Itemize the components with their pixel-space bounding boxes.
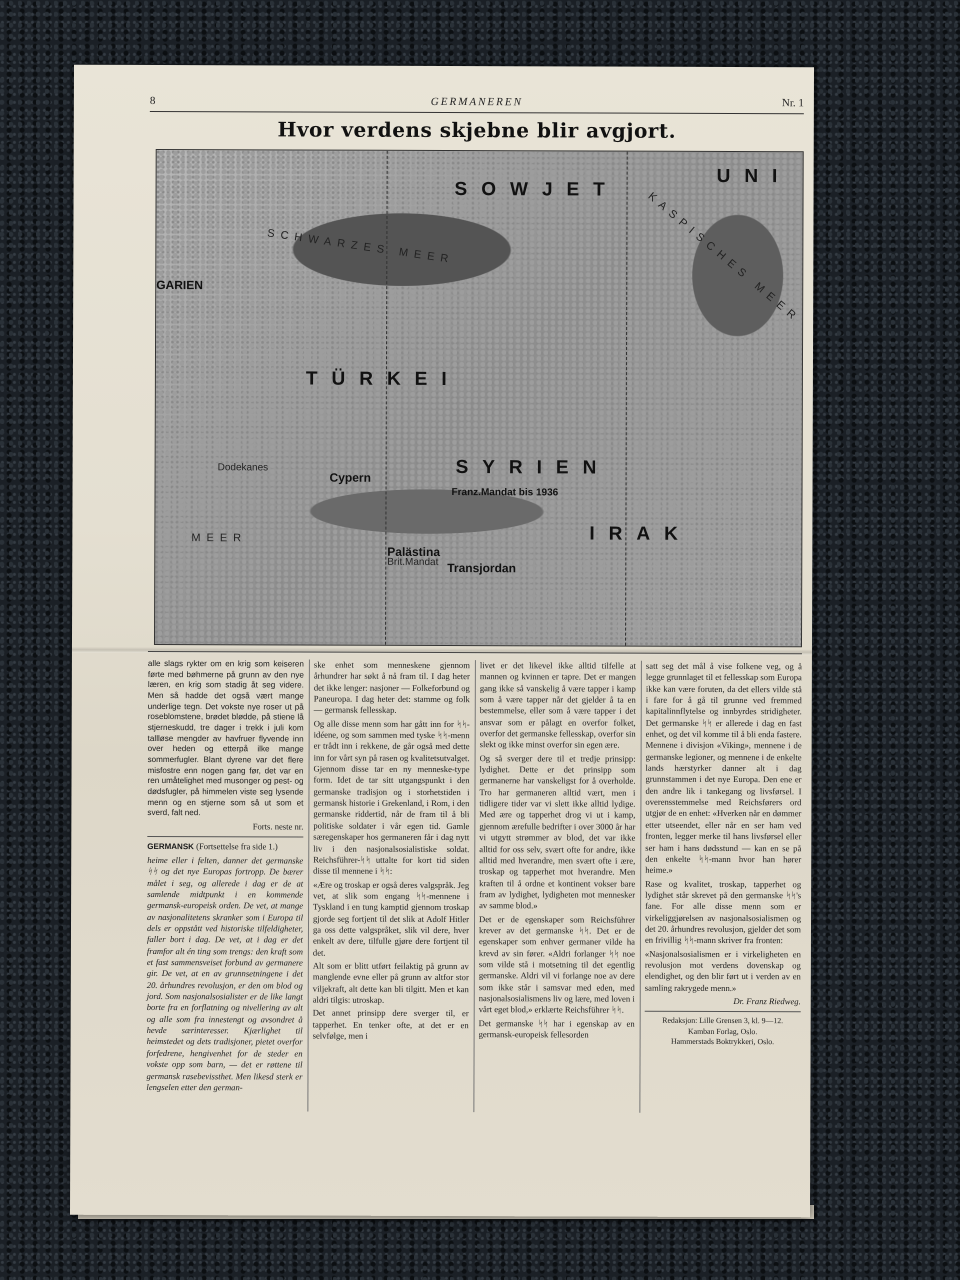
- map-label-schwarzes: SCHWARZES MEER: [266, 227, 455, 267]
- paragraph: satt seg det mål å vise folkene veg, og å legge grunnlaget til et fellesskap som Europa ikke kan være foruten, da det ellers vilde stå i fare for å gå til grunne ved fremmed kapitalinnflytelse og innbyrdes stridigheter. Det germanske ᛋᛋ er allerede i dag en fast enhet, og det vil komme til å bli enda fastere. Mennene i divisjon «Viking», mennene i de germanske legioner, og mennene i de enkelte lands hærstyrker danner alt i dag grunnstammen i det nye Europa. Den ene er den andre lik i tankegang og livsførsel. I overensstemmelse med Reichsførers ord utgjør de en enhet: «Hverken når en dømmer etter utseendet, eller når en ser ham ved fronten, legger merke til hans livsførsel eller ser ham i hans dødsstund — kan en se på den enkelte ᛋᛋ-mann hvor han hører heime.»: [645, 660, 802, 875]
- map-label-uni: UNI: [716, 165, 792, 188]
- paragraph: Og alle disse menn som har gått inn for ᛋᛋ-idéene, og som sammen med tyske ᛋᛋ-menn er trådt inn i rekkene, de går også med dette inn for vårt syn på rasen og kvalitetsutvalget. Gjennom disse tar en ny menneske-type form. Idet de tar sitt utgangspunkt i den germanske tradisjon og i storhetstiden i germansk historie i Grekenland, i Rom, i den germanske riddertid, når de fram til å bli politiske soldater i vår egen tid. Gamle særegenskaper hos germaneren får i dag nytt liv i den nasjonalsosialistiske soldat. Reichsführer-ᛋᛋ uttalte for kort tid siden disse til mennene i ᛋᛋ:: [313, 718, 470, 877]
- meridian-line: [385, 151, 388, 645]
- masthead: GERMANEREN: [430, 95, 523, 109]
- page-number: 8: [149, 94, 156, 107]
- map-label-meer: MEER: [191, 532, 248, 545]
- meridian-line: [625, 152, 628, 646]
- map-label-bulgarien: GARIEN: [156, 278, 203, 293]
- column-divider: [639, 661, 642, 1113]
- column-separator: [147, 836, 303, 838]
- paragraph: Det annet prinsipp dere sverger til, er tapperhet. En tenker ofte, at det er en selvfølge, men i: [312, 1007, 469, 1041]
- author-signature: Dr. Franz Riedweg.: [733, 995, 801, 1007]
- continuation-subheading: (Fortsettelse fra side 1.): [196, 841, 278, 852]
- column-2: [313, 660, 470, 1045]
- article-title: Hvor verdens skjebne blir avgjort.: [277, 117, 677, 143]
- imprint: [645, 1016, 801, 1047]
- imprint-publisher: Kamban Forlag, Oslo.: [687, 1026, 758, 1036]
- map-label-cypern: Cypern: [329, 470, 371, 485]
- map-label-palastina: Palästina: [387, 544, 441, 559]
- map-label-syrien: SYRIEN: [455, 457, 611, 479]
- column-separator: [645, 1011, 801, 1013]
- paragraph: Det germanske ᛋᛋ har i egenskap av en germansk-europeisk fellesorden: [478, 1017, 635, 1040]
- map-label-sowjet: SOWJET: [454, 179, 619, 201]
- paragraph: ske enhet som menneskene gjennom århundrer har søkt å nå fram til. I dag heter det ikke lenger: nasjoner — Folkeforbund og Paneuropa. I dag heter det: stamme og folk — germansk fellesskap.: [313, 659, 470, 716]
- paragraph: «Ære og troskap er også deres valgspråk. Jeg vet, at slik som engang ᛋᛋ-mennene i Tyskland i en tung kamptid gjennom troskap gjorde seg fortjent til det slik at Adolf Hitler ga oss dette valgspråket, slik vil dere, hver enkelt av dere, tilfulle gjøre dere fortjent til det.: [312, 879, 470, 958]
- paragraph: Og så sverger dere til et tredje prinsipp: lydighet. Dette er det prinsipp som germanerne har vanskeligst for å overholde. Tro har germaneren alltid vært, men i tidligere tider var vi slett ikke alltid lydige. Med ære og tapperhet drog vi ut i kamp, gjennom ærefulle bedrifter i over 3000 år har vi utgytt strømmer av blod, det var ikke alltid for oss selv, svært ofte for andre, ikke alltid med hverandre, men svært ofte i ære, troskap og tapperhet mot hverandre. Men kraften til å ordne et kontinent vokser bare fram av lydighet, lydigheten mot mennesker av samme blod.»: [479, 752, 636, 911]
- column-divider: [307, 660, 310, 1112]
- map-label-irak: IRAK: [589, 523, 692, 545]
- imprint-editorial: Redaksjon: Lille Grensen 3, kl. 9—12.: [662, 1016, 784, 1026]
- paragraph: Alt som er blitt utført feilaktig på grunn av manglende evne eller på grunn av altfor stor viljekraft, alt dette kan bli tilgitt. Men et kan aldri tilgis: utroskap.: [312, 960, 469, 1005]
- map-label-mandat: Franz.Mandat bis 1936: [451, 487, 559, 499]
- column-divider: [473, 660, 476, 1112]
- issue-number: Nr. 1: [781, 97, 804, 110]
- newspaper-page: [70, 65, 814, 1218]
- story-continuation: alle slags rykter om en krig som keiseren førte med bøhmerne på grunn av den nye læren, en krig som stadig åt seg videre. Men så hadde det også vært mange underlige tegn. Det vokste nye roser ut på roseblomstene, brødet blødde, på stiene lå stjerneskudd, tre dager i trekk i juli kom tallløse mengder av havfruer flyvende inn over heden og etterpå ilke mange sommerfugler. Blant dyrene var det flere misfostre enn nogen gang før, det var en ren umåtelighet med musonger og pest- og dødsfugler, på himmelen viste seg lysende menn og en stjerne som så ut som et sverd, falt ned.: [147, 658, 304, 818]
- continued-note: Forts. neste nr.: [252, 821, 304, 832]
- column-1: [146, 659, 304, 1096]
- column-4: [645, 661, 802, 1048]
- map-label-transjordan: Transjordan: [447, 561, 516, 576]
- imprint-printer: Hammerstads Boktrykkeri, Oslo.: [671, 1036, 775, 1047]
- map-label-dodekanes: Dodekanes: [217, 462, 269, 474]
- column-3: [479, 660, 636, 1043]
- map-label-kaspisches: KASPISCHES MEER: [645, 190, 803, 326]
- paragraph: Det er de egenskaper som Reichsführer krever av det germanske ᛋᛋ. Det er de egenskaper som enhver germaner vilde ha krevd av sin fører. «Aldri forlanger ᛋᛋ noe som vilde stå i motsetning til det egentlig germanske. Aldri vil vi forlange noe av dere som ikke står i samsvar med eden, med nasjonalsosialismens liv og lære, med loven i vårt eget blod,» erklærte Reichsführer ᛋᛋ.: [478, 913, 636, 1015]
- paragraph: heime eller i felten, danner det germanske ᛋᛋ og det nye Europas fortropp. De bærer målet i seg, og allerede i dag er de at samlende midtpunkt i en kommende germansk-europeisk orden. De vet, at mange av nasjonalitetens skranker som i Europa til dels er oppstått ved historiske tilfeldigheter, faller bort i dag. De vet, at i dag er det framfor alt én ting som trengs: den kraft som et fast sammensveiset forbund av germanere gir. De vet, at en av grunnsetningene i det 20. århundres revolusjon, er den om blod og jord. Som nasjonalsosialister er de like langt borte fra en forflatning og nivellering av alt og alle som fra innestengt og avsondret å hevde særinteresser. Kjærlighet til heimstedet og dets tradisjoner, pietet overfor forfedrene, hengivenhet for de steder en vokste opp som barn, — det er røttene til germansk rasebevissthet. Men likesd sterk er lengselen etter den german-: [146, 854, 304, 1093]
- continuation-heading: GERMANSK: [147, 842, 194, 852]
- paragraph: Rase og kvalitet, troskap, tapperhet og lydighet står skrevet på den germanske ᛋᛋ's fane. For alle disse menn som er virkeliggjørelsen av nasjonalsosialismen og det 20. århundres revolusjon, gjelder det som en frivillig ᛋᛋ-mann skriver fra fronten:: [644, 878, 802, 946]
- paragraph: «Nasjonalsosialismen er i virkeligheten en revolusjon mot verdens dovenskap og elendighet, og den blir ført ut i verden av en samling rakrygede menn.»: [644, 948, 801, 993]
- map-label-brit-mandat: Brit.Mandat: [387, 556, 439, 568]
- paragraph: livet er det likevel ikke alltid tilfelle at mannen og kvinnen er tapre. Det er mangen gang ikke så vanskelig å være tapper i kamp som å være tapper når det gjelder å ta en bestemmelse, eller som å være tapper i det ansvar som er pålagt en overfor folket, overfor det germanske fellesskap, overfor sin slekt og ikke minst overfor sin egen ære.: [479, 660, 636, 751]
- map-label-turkei: TÜRKEI: [305, 368, 461, 391]
- map-image: [154, 149, 804, 647]
